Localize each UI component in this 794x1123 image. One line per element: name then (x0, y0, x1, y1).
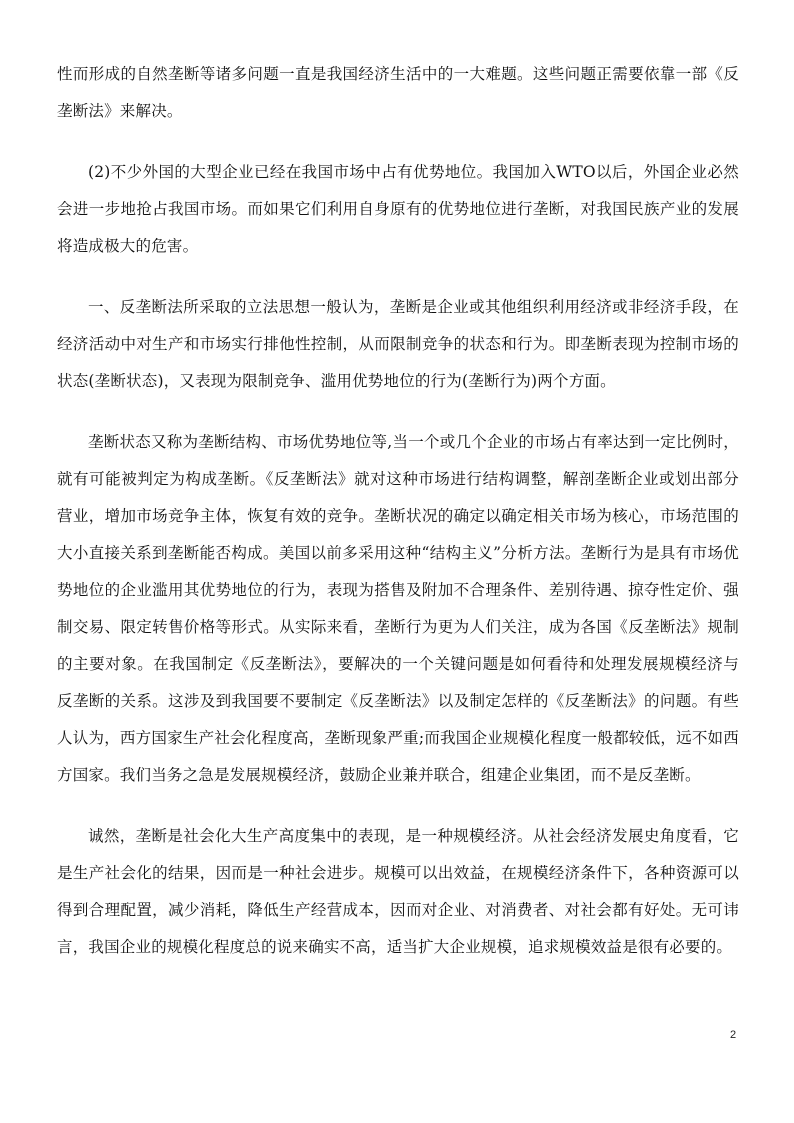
document-body (57, 56, 739, 990)
paragraph-2: (2)不少外国的大型企业已经在我国市场中占有优势地位。我国加入WTO以后，外国企业必然会进一步地抢占我国市场。而如果它们利用自身原有的优势地位进行垄断，对我国民族产业的发展将造成极大的危害。 (57, 163, 739, 255)
page-number: 2 (730, 1029, 737, 1041)
paragraph-1: 性而形成的自然垄断等诸多问题一直是我国经济生活中的一大难题。这些问题正需要依靠一部《反垄断法》来解决。 (57, 65, 739, 120)
paragraph-4: 垄断状态又称为垄断结构、市场优势地位等,当一个或几个企业的市场占有率达到一定比例时，就有可能被判定为构成垄断。《反垄断法》就对这种市场进行结构调整，解剖垄断企业或划出部分营业，增加市场竞争主体，恢复有效的竞争。垄断状况的确定以确定相关市场为核心，市场范围的大小直接关系到垄断能否构成。美国以前多采用这种“结构主义”分析方法。垄断行为是具有市场优势地位的企业滥用其优势地位的行为，表现为搭售及附加不合理条件、差别待遇、掠夺性定价、强制交易、限定转售价格等形式。从实际来看，垄断行为更为人们关注，成为各国《反垄断法》规制的主要对象。在我国制定《反垄断法》，要解决的一个关键问题是如何看待和处理发展规模经济与反垄断的关系。这涉及到我国要不要制定《反垄断法》以及制定怎样的《反垄断法》的问题。有些人认为，西方国家生产社会化程度高，垄断现象严重;而我国企业规模化程度一般都较低，远不如西方国家。我们当务之急是发展规模经济，鼓励企业兼并联合，组建企业集团，而不是反垄断。 (57, 433, 739, 784)
paragraph-3: 一、反垄断法所采取的立法思想一般认为，垄断是企业或其他组织利用经济或非经济手段，在经济活动中对生产和市场实行排他性控制，从而限制竞争的状态和行为。即垄断表现为控制市场的状态(垄断状态)，又表现为限制竞争、滥用优势地位的行为(垄断行为)两个方面。 (57, 298, 739, 390)
paragraph-5: 诚然，垄断是社会化大生产高度集中的表现，是一种规模经济。从社会经济发展史角度看，它是生产社会化的结果，因而是一种社会进步。规模可以出效益，在规模经济条件下，各种资源可以得到合理配置，减少消耗，降低生产经营成本，因而对企业、对消费者、对社会都有好处。无可讳言，我国企业的规模化程度总的说来确实不高，适当扩大企业规模，追求规模效益是很有必要的。 (57, 827, 739, 956)
